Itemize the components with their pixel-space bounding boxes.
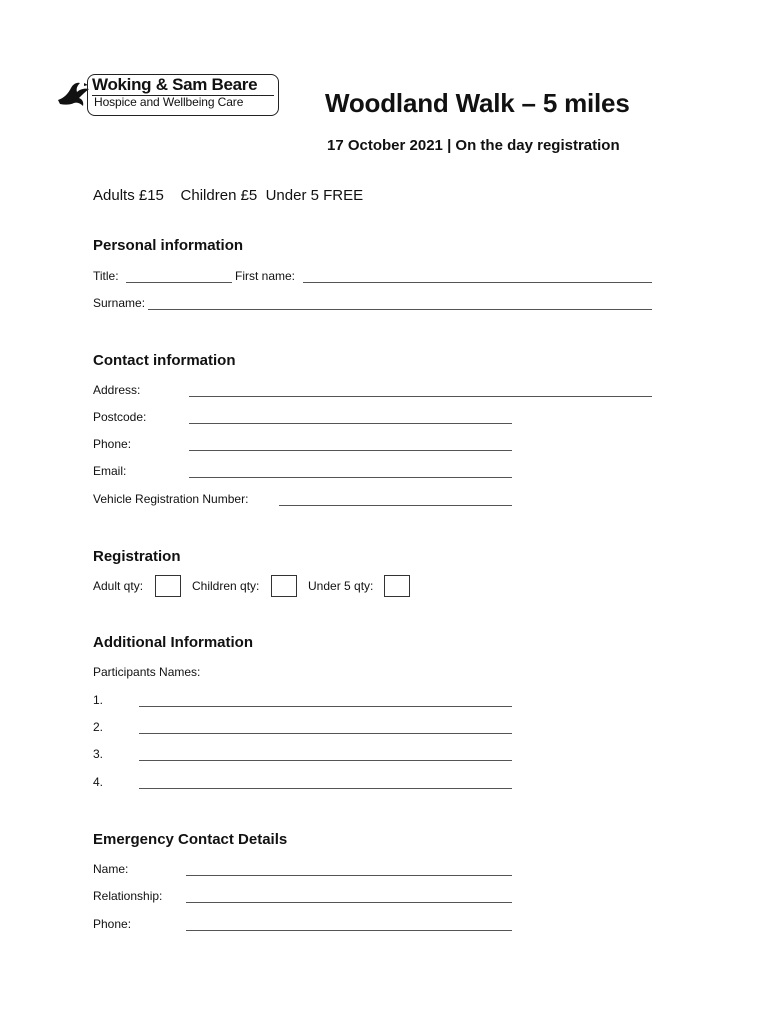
emergency-contact-heading: Emergency Contact Details	[93, 831, 288, 848]
participant-number: 3.	[93, 747, 104, 761]
children-qty-box[interactable]	[271, 575, 297, 597]
participants-label: Participants Names:	[93, 665, 201, 679]
postcode-field[interactable]	[189, 423, 512, 424]
first-name-field[interactable]	[303, 282, 652, 283]
event-date: 17 October 2021 | On the day registration	[327, 137, 620, 154]
participant-number: 2.	[93, 720, 104, 734]
participant-name-field[interactable]	[139, 733, 512, 734]
emergency-name-field[interactable]	[186, 875, 512, 876]
under5-qty-box[interactable]	[384, 575, 410, 597]
relationship-field[interactable]	[186, 902, 512, 903]
adult-qty-box[interactable]	[155, 575, 181, 597]
vehicle-registration-field[interactable]	[279, 505, 512, 506]
under5-qty-label: Under 5 qty:	[308, 579, 374, 593]
personal-info-heading: Personal information	[93, 237, 244, 254]
emergency-name-label: Name:	[93, 862, 129, 876]
participant-number: 1.	[93, 693, 104, 707]
surname-field[interactable]	[148, 309, 652, 310]
first-name-label: First name:	[235, 269, 296, 283]
phone-label: Phone:	[93, 437, 132, 451]
participant-name-field[interactable]	[139, 706, 512, 707]
title-field[interactable]	[126, 282, 232, 283]
postcode-label: Postcode:	[93, 410, 147, 424]
email-label: Email:	[93, 464, 127, 478]
page-title: Woodland Walk – 5 miles	[325, 88, 630, 118]
surname-label: Surname:	[93, 296, 146, 310]
address-field[interactable]	[189, 396, 652, 397]
emergency-phone-label: Phone:	[93, 917, 132, 931]
children-qty-label: Children qty:	[192, 579, 260, 593]
adult-qty-label: Adult qty:	[93, 579, 144, 593]
address-label: Address:	[93, 383, 141, 397]
participant-number: 4.	[93, 775, 104, 789]
phone-field[interactable]	[189, 450, 512, 451]
participant-name-field[interactable]	[139, 760, 512, 761]
vehicle-registration-label: Vehicle Registration Number:	[93, 492, 249, 506]
logo-tagline: Hospice and Wellbeing Care	[94, 95, 244, 109]
registration-heading: Registration	[93, 548, 181, 565]
logo-name: Woking & Sam Beare	[92, 75, 258, 94]
emergency-phone-field[interactable]	[186, 930, 512, 931]
ticket-prices: Adults £15 Children £5 Under 5 FREE	[93, 187, 364, 204]
hospice-logo	[56, 74, 278, 118]
title-label: Title:	[93, 269, 119, 283]
participant-name-field[interactable]	[139, 788, 512, 789]
relationship-label: Relationship:	[93, 889, 163, 903]
contact-info-heading: Contact information	[93, 352, 236, 369]
email-field[interactable]	[189, 477, 512, 478]
additional-info-heading: Additional Information	[93, 634, 253, 651]
